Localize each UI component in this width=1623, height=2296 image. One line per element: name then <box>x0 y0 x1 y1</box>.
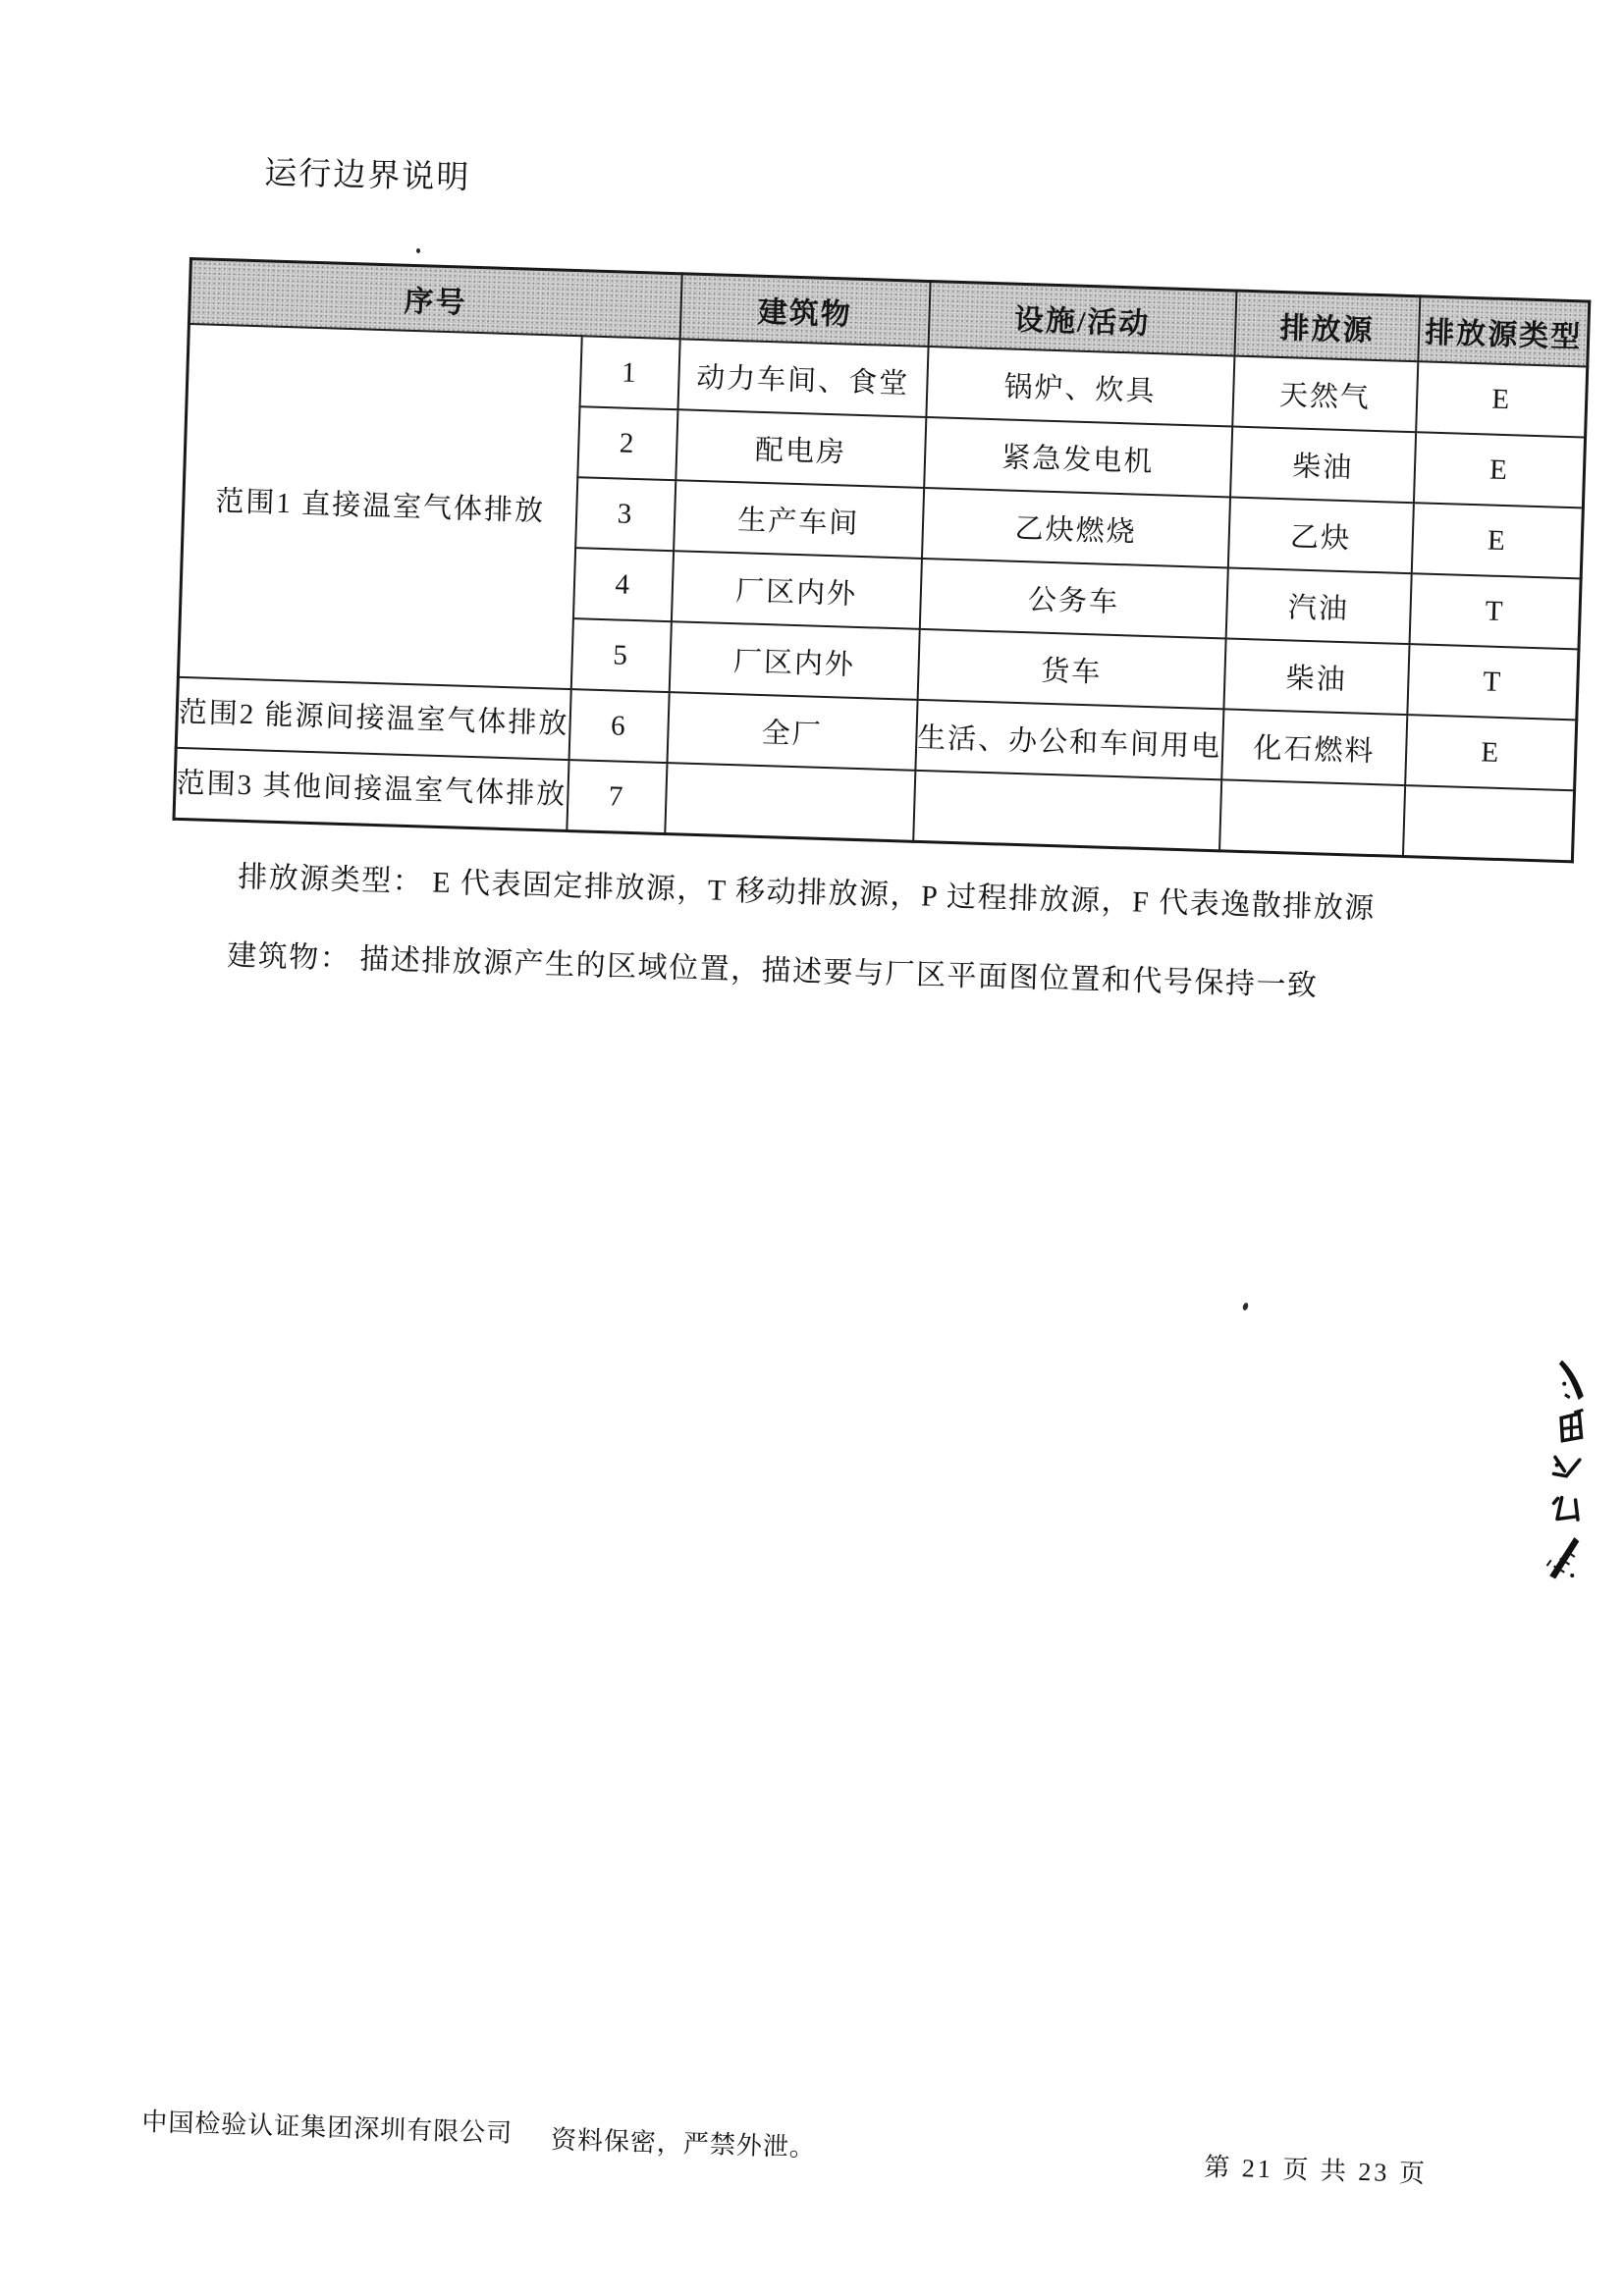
cell-no: 3 <box>575 477 676 551</box>
cell-type: T <box>1407 644 1579 720</box>
cell-source: 柴油 <box>1230 427 1416 504</box>
cell-facility: 紧急发电机 <box>924 417 1232 497</box>
cell-no: 4 <box>573 548 674 621</box>
cell-facility: 乙炔燃烧 <box>922 488 1230 567</box>
cell-type <box>1403 785 1575 862</box>
page-footer <box>139 2102 1565 2235</box>
scan-speck <box>1242 1302 1249 1310</box>
cell-building: 生产车间 <box>674 480 924 559</box>
cell-building: 动力车间、食堂 <box>677 339 928 417</box>
note-building: 建筑物： 描述排放源产生的区域位置，描述要与厂区平面图位置和代号保持一致 <box>226 938 1319 1003</box>
footer-page-number: 第 21 页 共 23 页 <box>1203 2153 1429 2189</box>
cell-no: 7 <box>567 760 667 834</box>
cell-facility: 公务车 <box>920 559 1228 638</box>
cell-building: 厂区内外 <box>669 621 919 700</box>
cell-no: 5 <box>571 618 672 692</box>
cell-building: 厂区内外 <box>672 551 922 629</box>
footer-company-name: 中国检验认证集团深圳有限公司 <box>140 2106 514 2148</box>
cell-type: E <box>1414 432 1586 507</box>
cell-facility <box>913 771 1221 851</box>
cell-no: 2 <box>577 406 677 480</box>
footer-confidential-notice: 资料保密，严禁外泄。 <box>550 2124 817 2163</box>
cell-facility: 生活、办公和车间用电 <box>915 700 1223 779</box>
cell-source: 乙炔 <box>1228 497 1414 573</box>
column-header-building: 建筑物 <box>679 274 930 347</box>
column-header-source: 排放源 <box>1234 291 1420 361</box>
column-header-source-type: 排放源类型 <box>1418 296 1590 367</box>
cell-type: T <box>1409 573 1581 649</box>
scope-cell-2: 范围2 能源间接温室气体排放 <box>176 677 570 760</box>
cell-facility: 锅炉、炊具 <box>926 347 1234 426</box>
cell-source: 汽油 <box>1225 567 1411 644</box>
cell-source: 天然气 <box>1232 356 1418 433</box>
operating-boundary-table <box>172 257 1591 863</box>
cell-facility: 货车 <box>917 629 1225 709</box>
column-header-no: 序号 <box>189 259 681 340</box>
page-title: 运行边界说明 <box>263 155 471 196</box>
scope-cell-1: 范围1 直接温室气体排放 <box>178 324 581 689</box>
scope-cell-3: 范围3 其他间接温室气体排放 <box>174 748 568 831</box>
column-header-facility: 设施/活动 <box>928 282 1236 356</box>
cell-type: E <box>1405 715 1577 790</box>
ink-stamp-fragment <box>1502 1325 1623 1642</box>
cell-no: 6 <box>568 689 669 763</box>
cell-building <box>665 763 915 841</box>
cell-source <box>1219 779 1405 856</box>
cell-no: 1 <box>579 336 679 409</box>
cell-type: E <box>1416 361 1588 437</box>
cell-source: 化石燃料 <box>1221 709 1407 785</box>
cell-type: E <box>1412 503 1584 578</box>
operating-boundary-table-wrap <box>172 257 1591 863</box>
scan-speck <box>416 248 420 253</box>
cell-source: 柴油 <box>1223 638 1409 715</box>
cell-building: 全厂 <box>667 692 917 771</box>
note-source-types: 排放源类型： E 代表固定排放源，T 移动排放源，P 过程排放源，F 代表逸散排放源 <box>237 860 1377 926</box>
cell-building: 配电房 <box>676 409 926 488</box>
